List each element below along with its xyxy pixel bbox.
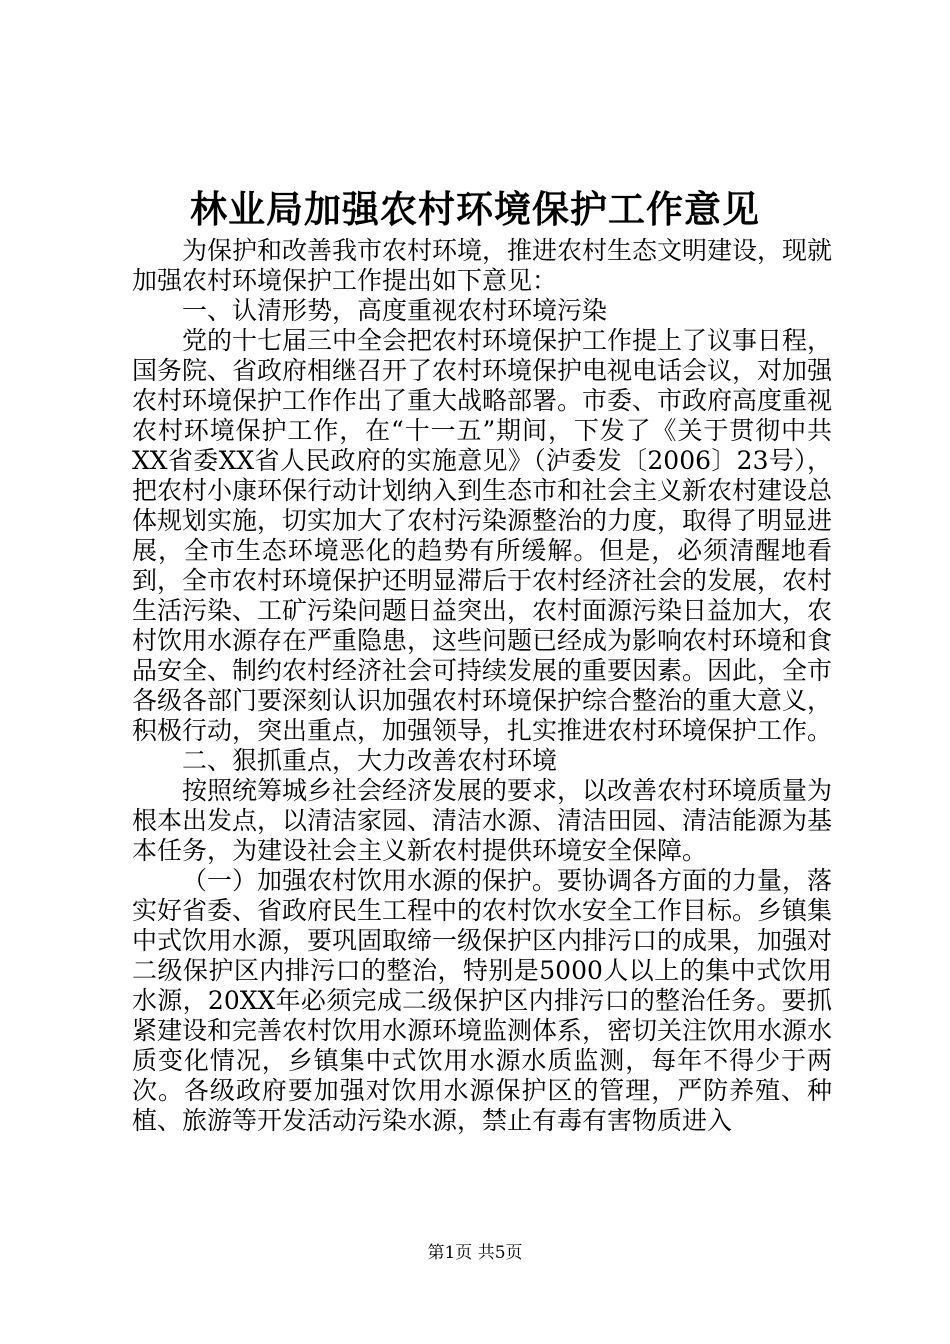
section-heading-2: 二、狠抓重点，大力改善农村环境 [182,746,558,775]
section-heading-1: 一、认清形势，高度重视农村环境污染 [182,296,608,325]
section-2-paragraph: 按照统筹城乡社会经济发展的要求，以改善农村环境质量为根本出发点，以清洁家园、清洁水源、清洁田园、清洁能源为基本任务，为建设社会主义新农村提供环境安全保障。 [132,776,833,865]
subsection-1-paragraph: （一）加强农村饮用水源的保护。要协调各方面的力量，落实好省委、省政府民生工程中的农村饮水安全工作目标。乡镇集中式饮用水源，要巩固取缔一级保护区内排污口的成果，加强对二级保护区内排污口的整治，特别是5000人以上的集中式饮用水源，20XX年必须完成二级保护区内排污口的整治任务。要抓紧建设和完善农村饮用水源环境监测体系，密切关注饮用水源水质变化情况，乡镇集中式饮用水源水质监测，每年不得少于两次。各级政府要加强对饮用水源保护区的管理，严防养殖、种植、旅游等开发活动污染水源，禁止有毒有害物质进入 [132,866,833,1135]
page-number-footer: 第1页 共5页 [427,1243,523,1263]
section-1-paragraph: 党的十七届三中全会把农村环境保护工作提上了议事日程，国务院、省政府相继召开了农村环境保护电视电话会议，对加强农村环境保护工作作出了重大战略部署。市委、市政府高度重视农村环境保护工作，在“十一五”期间，下发了《关于贯彻中共XX省委XX省人民政府的实施意见》（泸委发〔2006〕23号），把农村小康环保行动计划纳入到生态市和社会主义新农村建设总体规划实施，切实加大了农村污染源整治的力度，取得了明显进展，全市生态环境恶化的趋势有所缓解。但是，必须清醒地看到，全市农村环境保护还明显滞后于农村经济社会的发展，农村生活污染、工矿污染问题日益突出，农村面源污染日益加大，农村饮用水源存在严重隐患，这些问题已经成为影响农村环境和食品安全、制约农村经济社会可持续发展的重要因素。因此，全市各级各部门要深刻认识加强农村环境保护综合整治的重大意义，积极行动，突出重点，加强领导，扎实推进农村环境保护工作。 [132,326,833,745]
document-title: 林业局加强农村环境保护工作意见 [190,187,760,231]
intro-paragraph: 为保护和改善我市农村环境，推进农村生态文明建设，现就加强农村环境保护工作提出如下意见： [132,236,833,295]
document-body [132,236,832,1136]
